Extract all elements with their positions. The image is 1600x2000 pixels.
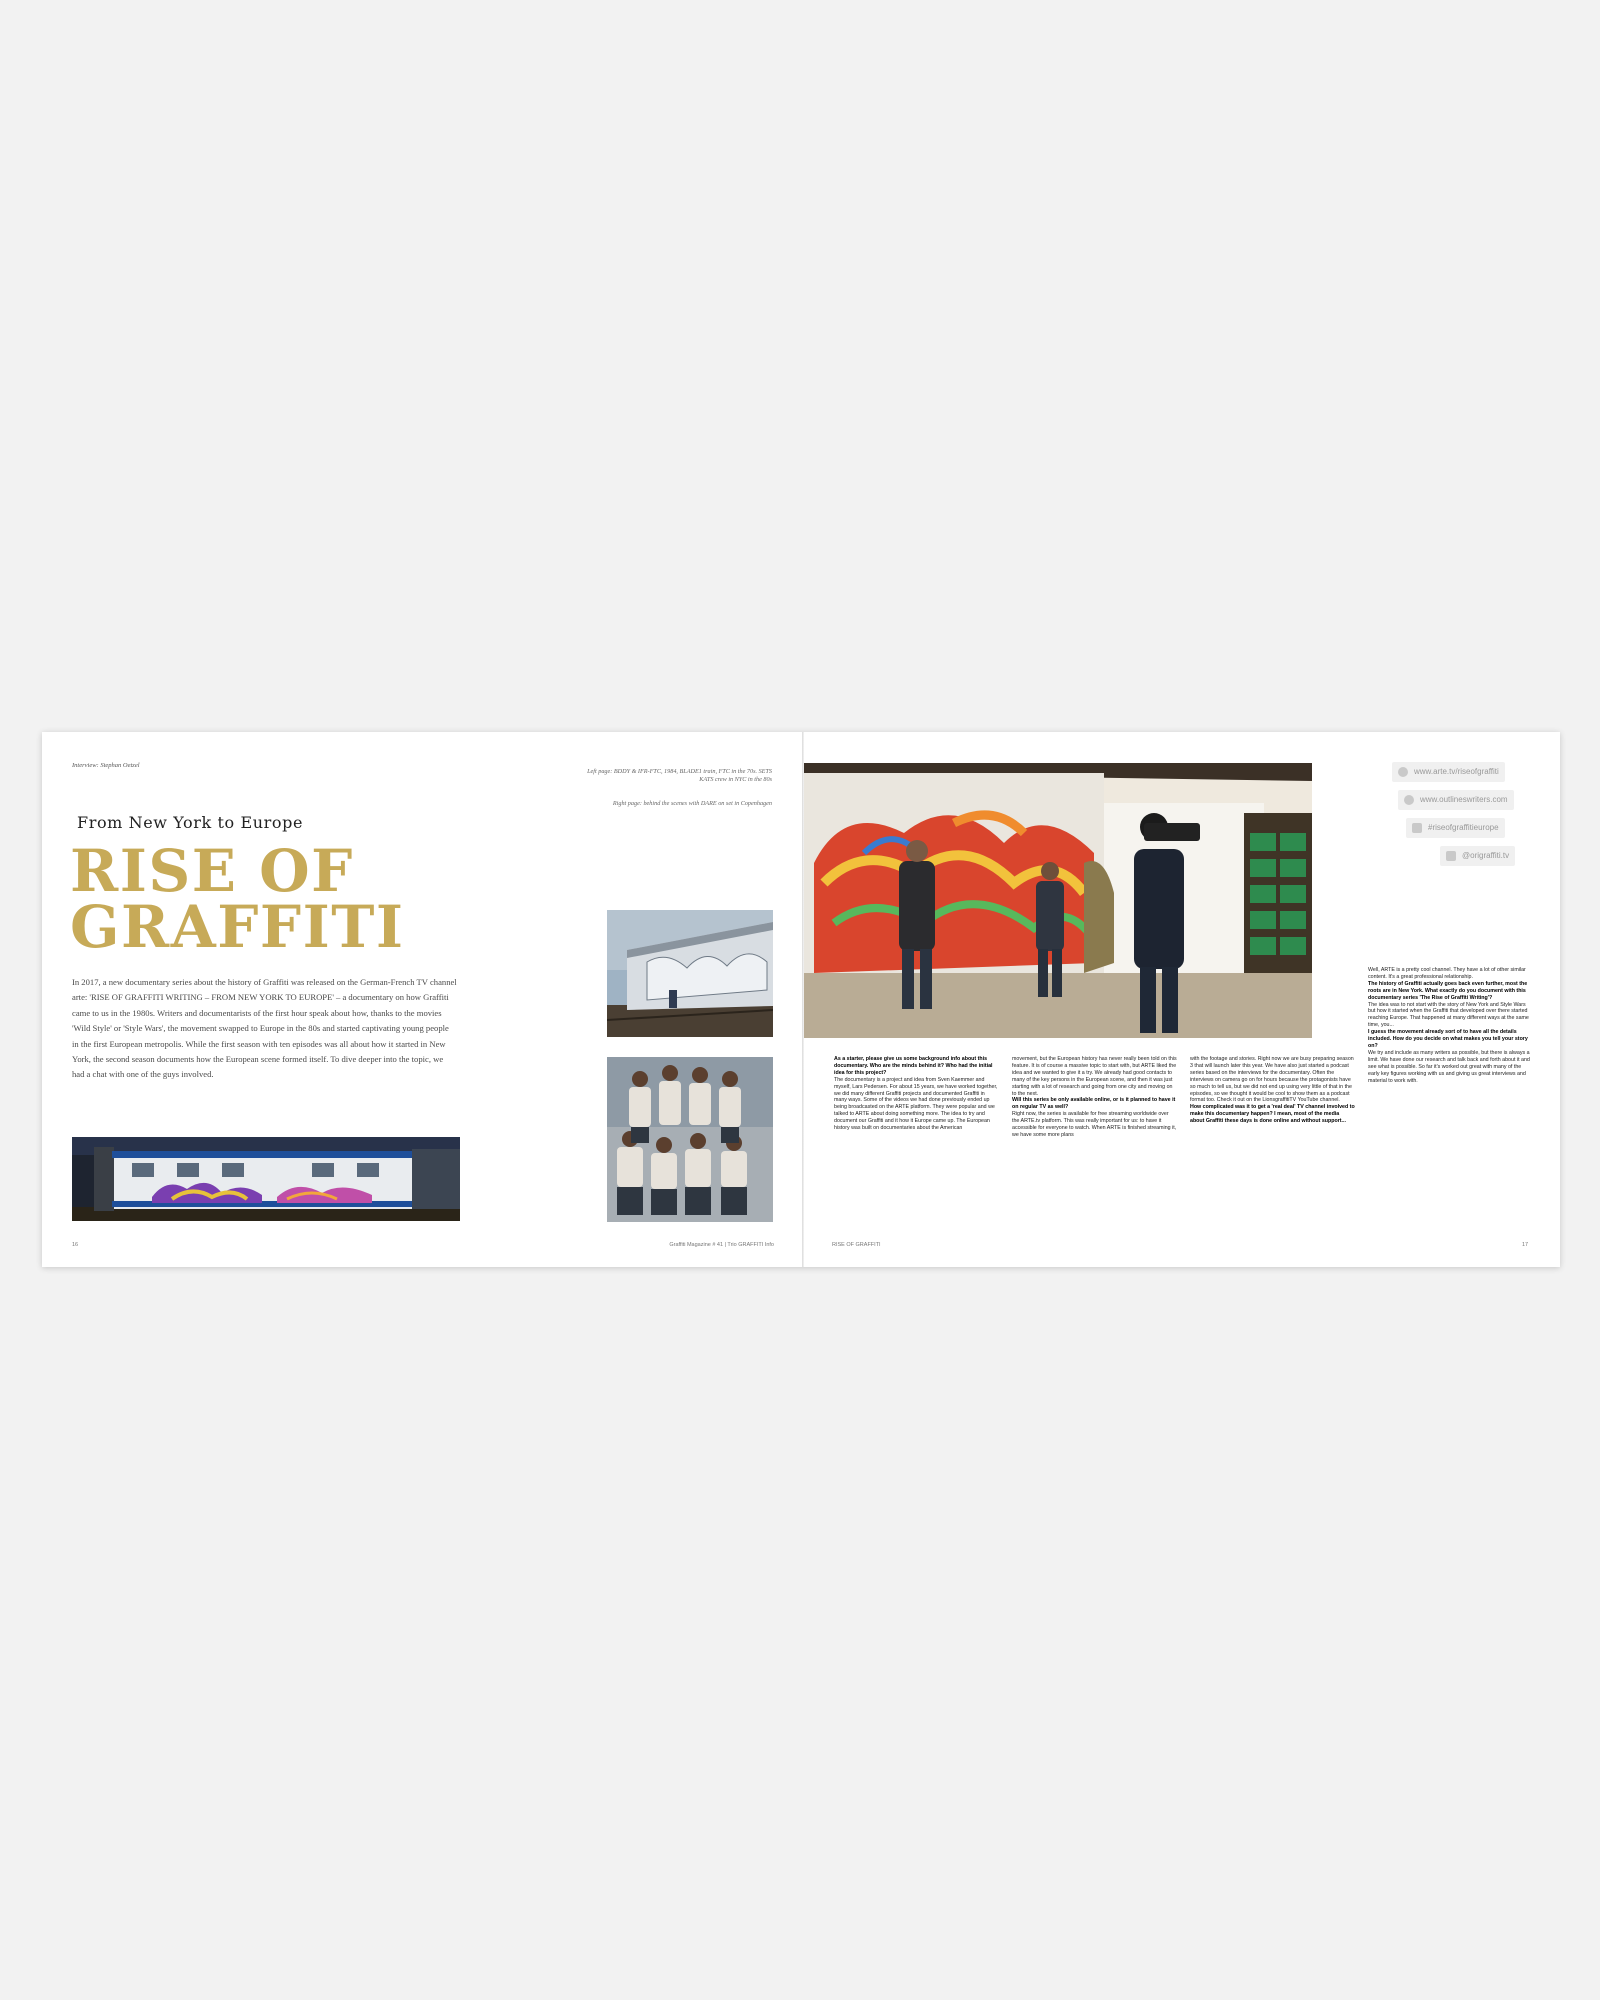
interview-column-1 — [834, 1056, 999, 1222]
interview-answer: with the footage and stories. Right now we are busy preparing season 3 that will launch later this year. We have also just started a podcast series based on the interviews for the documentary. Often the interviews on camera go on for hours because the protagonists have so much to tell us, but we did not end up using very little of that in the episodes, so we thought it would be cool to show them as a podcast format too. Check it out on the LionsgraffitiTV YouTube channel. — [1190, 1056, 1354, 1104]
train-photo-wide — [72, 1137, 460, 1221]
title-line-1: RISE OF — [70, 837, 354, 905]
photo-caption-2: Right page: behind the scenes with DARE on set in Copenhagen — [612, 800, 772, 807]
folio-right: 17 — [1522, 1242, 1529, 1248]
running-head-left: Interview: Stephan Oetzel — [72, 762, 140, 769]
interview-answer: movement, but the European history has never really been told on this feature. It is of course a massive topic to start with, but ARTE liked the idea and we wanted to give it a try. We already had good contacts to many of the key persons in the European scene, and then it was just starting with a lot of research and going from one city and moving on to the next. — [1012, 1056, 1177, 1097]
train-photo-wide-image — [72, 1137, 460, 1221]
link-arte-label: www.arte.tv/riseofgraffiti — [1414, 767, 1499, 776]
link-hashtag-label: #riseofgraffitieurope — [1428, 823, 1499, 832]
writers-group-image — [607, 1057, 773, 1222]
instagram-icon — [1446, 851, 1456, 861]
link-instagram-label: @origraffiti.tv — [1462, 851, 1510, 860]
interview-column-3 — [1190, 1056, 1355, 1222]
link-instagram[interactable] — [1440, 846, 1515, 866]
footer-center: Graffiti Magazine # 41 | Trio GRAFFITI Info — [669, 1242, 774, 1248]
interview-question: I guess the movement already sort of to have all the details included. How do you decide on what makes you tell your story on? — [1368, 1029, 1528, 1049]
title-line-2: GRAFFITI — [70, 893, 405, 961]
interview-answer: The idea was to not start with the story of New York and Style Wars but how it started when the Graffiti that developed over there started reaching Europe. That happened at many different ways at the same time, you... — [1368, 1001, 1529, 1029]
interview-question: The history of Graffiti actually goes back even further, most the roots are in New York. What exactly do you document with this documentary series 'The Rise of Graffiti Writing'? — [1368, 980, 1528, 1001]
link-hashtag[interactable] — [1406, 818, 1505, 838]
link-outlines[interactable] — [1398, 790, 1514, 810]
folio-left: 16 — [72, 1242, 79, 1248]
interview-question: As a starter, please give us some background info about this documentary. Who are the minds behind it? Who had the initial idea for this project? — [834, 1056, 993, 1076]
behind-the-scenes-image — [804, 763, 1312, 1038]
running-head-right: RISE OF GRAFFITI — [832, 1242, 881, 1248]
interview-question: How complicated was it to get a 'real deal' TV channel involved to make this documentary happen? I mean, most of the media about Graffiti these days is done online and without support... — [1190, 1104, 1355, 1125]
subway-car-image — [607, 910, 773, 1037]
lead-paragraph: In 2017, a new documentary series about the history of Graffiti was released on the German-French TV channel arte: 'RISE OF GRAFFITI WRITING – FROM NEW YORK TO EUROPE' – a documentary on how Graffiti came to us in the 1980s. Writers and documentarists of the first hour speak about how, thanks to the movies 'Wild Style' or 'Style Wars', the movement swapped to Europe in the 80s and started captivating young people in the first European metropolis. While the first season with ten episodes was all about how it started in New York, the second season documents how the European scene formed itself. To dive deeper into the topic, we had a chat with one of the guys involved. — [72, 977, 457, 1080]
interview-column-4 — [1368, 967, 1533, 1222]
behind-the-scenes-photo — [804, 763, 1312, 1038]
subway-car-photo — [607, 910, 773, 1037]
interview-answer: The documentary is a project and idea from Sven Kaemmer and myself, Lars Pedersen. For about 15 years, we have worked together, we did many different Graffiti projects and documented Graffiti in many ways. Some of the videos we had done previously ended up being broadcasted on the ARTE platform. They were popular and we talked to ARTE about doing something more. The idea to try and document our Graffiti and it how it Europe came up. The European history was built on documentaries about the American — [834, 1076, 998, 1132]
interview-question: Will this series be only available online, or is it planned to have it on regular TV as well? — [1012, 1097, 1176, 1111]
globe-icon — [1398, 767, 1408, 777]
writers-group-photo — [607, 1057, 773, 1222]
interview-answer: Well, ARTE is a pretty cool channel. They have a lot of other similar content. It's a great professional relationship. — [1368, 967, 1526, 980]
link-arte[interactable] — [1392, 762, 1505, 782]
kicker: From New York to Europe — [77, 813, 304, 832]
photo-caption-1: Left page: BDDY & IFR-FTC, 1984, BLADE1 train, FTC in the 70s. SETS KATS crew in NYC in the 80s — [587, 768, 772, 784]
hashtag-icon — [1412, 823, 1422, 833]
interview-answer: Right now, the series is available for free streaming worldwide over the ARTE.tv platform. This was really important for us: to have it accessible for everyone to watch. When ARTE is finished streaming it, we have some more plans — [1012, 1111, 1177, 1138]
interview-answer: We try and include as many writers as possible, but there is always a limit. We have done our research and talk back and forth about it and see what is possible. So far it's worked out great with many of the early key figures working with us and giving us great interviews and material to work with. — [1368, 1049, 1530, 1084]
magazine-spread — [42, 732, 1560, 1267]
globe-icon — [1404, 795, 1414, 805]
interview-column-2 — [1012, 1056, 1177, 1222]
link-outlines-label: www.outlineswriters.com — [1420, 795, 1508, 804]
